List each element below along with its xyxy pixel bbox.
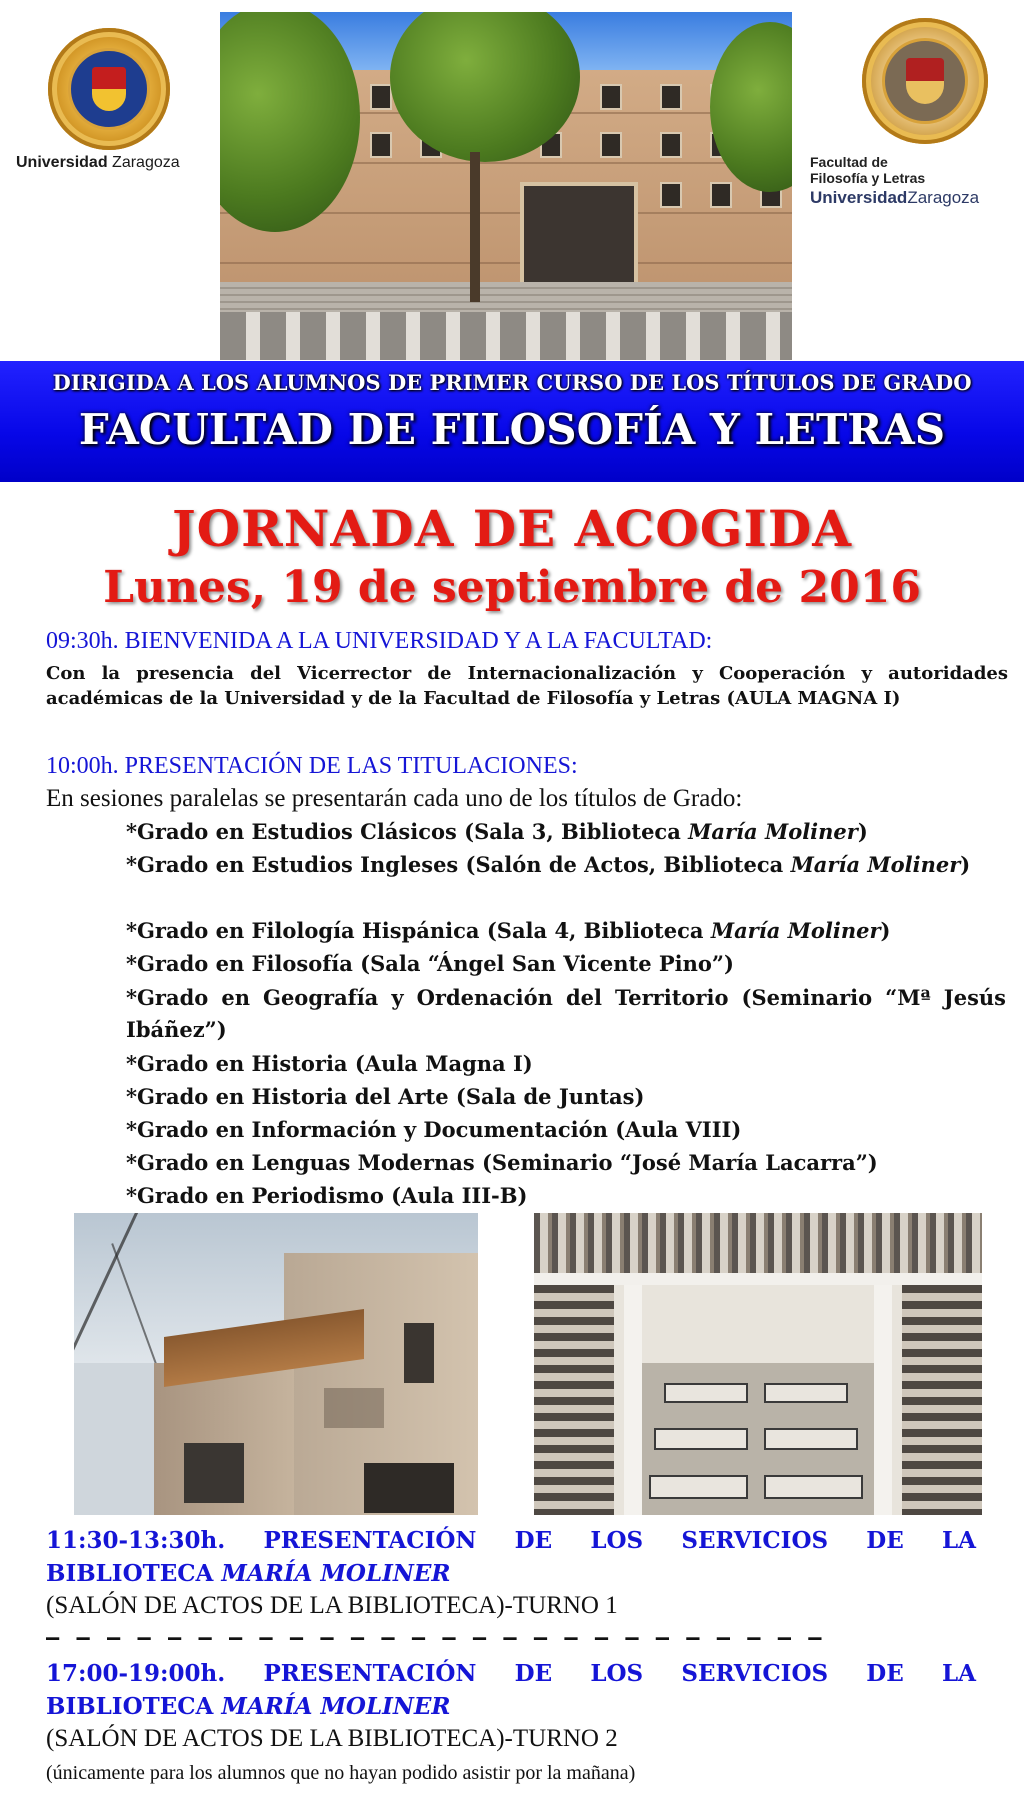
separator-line: — — — — — — — — — — — — — — — — — — — — — — — — — — [46, 1626, 824, 1651]
session-2-line2: BIBLIOTECA MARÍA MOLINER [46, 1693, 451, 1720]
degree-item: *Grado en Historia (Aula Magna I) [126, 1051, 533, 1076]
university-seal-icon [48, 28, 170, 150]
logo-brand-bold: Universidad [16, 154, 108, 171]
session-2-line1: 17:00-19:00h. PRESENTACIÓN DE LOS SERVICIOS DE LA [46, 1660, 976, 1687]
presentations-intro: En sesiones paralelas se presentarán cada uno de los títulos de Grado: [46, 785, 743, 812]
session-1-line1: 11:30-13:30h. PRESENTACIÓN DE LOS SERVICIOS DE LA [46, 1527, 976, 1554]
faculty-logo-brand-rest: Zaragoza [907, 188, 980, 207]
degree-item: *Grado en Estudios Clásicos (Sala 3, Biblioteca María Moliner) [126, 819, 868, 844]
faculty-building-photo [220, 12, 792, 360]
banner-title: FACULTAD DE FILOSOFÍA Y LETRAS [78, 405, 946, 454]
faculty-logo-brand-bold: Universidad [810, 188, 908, 207]
library-interior-photo [534, 1213, 982, 1515]
welcome-text: Con la presencia del Vicerrector de Internacionalización y Cooperación y autoridades académicas de la Universidad y de la Facultad de Filosofía y Letras (AULA MAGNA I) [46, 663, 1008, 709]
event-date: Lunes, 19 de septiembre de 2016 [103, 562, 921, 613]
degree-item: *Grado en Filosofía (Sala “Ángel San Vicente Pino”) [126, 951, 734, 976]
presentations-heading: 10:00h. PRESENTACIÓN DE LAS TITULACIONES: [46, 753, 578, 779]
university-logo [12, 24, 212, 184]
faculty-logo-line2: Filosofía y Letras [810, 170, 926, 186]
degree-item: *Grado en Lenguas Modernas (Seminario “José María Lacarra”) [126, 1150, 878, 1175]
session-2-location: (SALÓN DE ACTOS DE LA BIBLIOTECA)-TURNO 2 [46, 1725, 618, 1752]
banner-subtitle: DIRIGIDA A LOS ALUMNOS DE PRIMER CURSO DE LOS TÍTULOS DE GRADO [52, 370, 972, 395]
welcome-heading: 09:30h. BIENVENIDA A LA UNIVERSIDAD Y A LA FACULTAD: [46, 628, 713, 654]
degree-item: *Grado en Periodismo (Aula III-B) [126, 1183, 528, 1208]
session-1-line2: BIBLIOTECA MARÍA MOLINER [46, 1560, 451, 1587]
session-1-location: (SALÓN DE ACTOS DE LA BIBLIOTECA)-TURNO 1 [46, 1592, 618, 1619]
degree-item: *Grado en Filología Hispánica (Sala 4, Biblioteca María Moliner) [126, 918, 891, 943]
blue-banner [0, 361, 1024, 482]
footnote: (únicamente para los alumnos que no hayan podido asistir por la mañana) [46, 1762, 636, 1784]
degree-item: *Grado en Historia del Arte (Sala de Juntas) [126, 1084, 645, 1109]
faculty-logo [810, 18, 1020, 218]
library-exterior-photo [74, 1213, 478, 1515]
event-title: JORNADA DE ACOGIDA [171, 499, 853, 558]
logo-brand-rest: Zaragoza [107, 154, 180, 171]
degree-item: *Grado en Estudios Ingleses (Salón de Actos, Biblioteca María Moliner) [126, 852, 971, 877]
faculty-logo-line1: Facultad de [810, 154, 888, 170]
degree-item: *Grado en Información y Documentación (Aula VIII) [126, 1117, 742, 1142]
degree-item: *Grado en Geografía y Ordenación del Territorio (Seminario “Mª Jesús Ibáñez”) [126, 985, 1006, 1042]
faculty-seal-icon [862, 18, 988, 144]
